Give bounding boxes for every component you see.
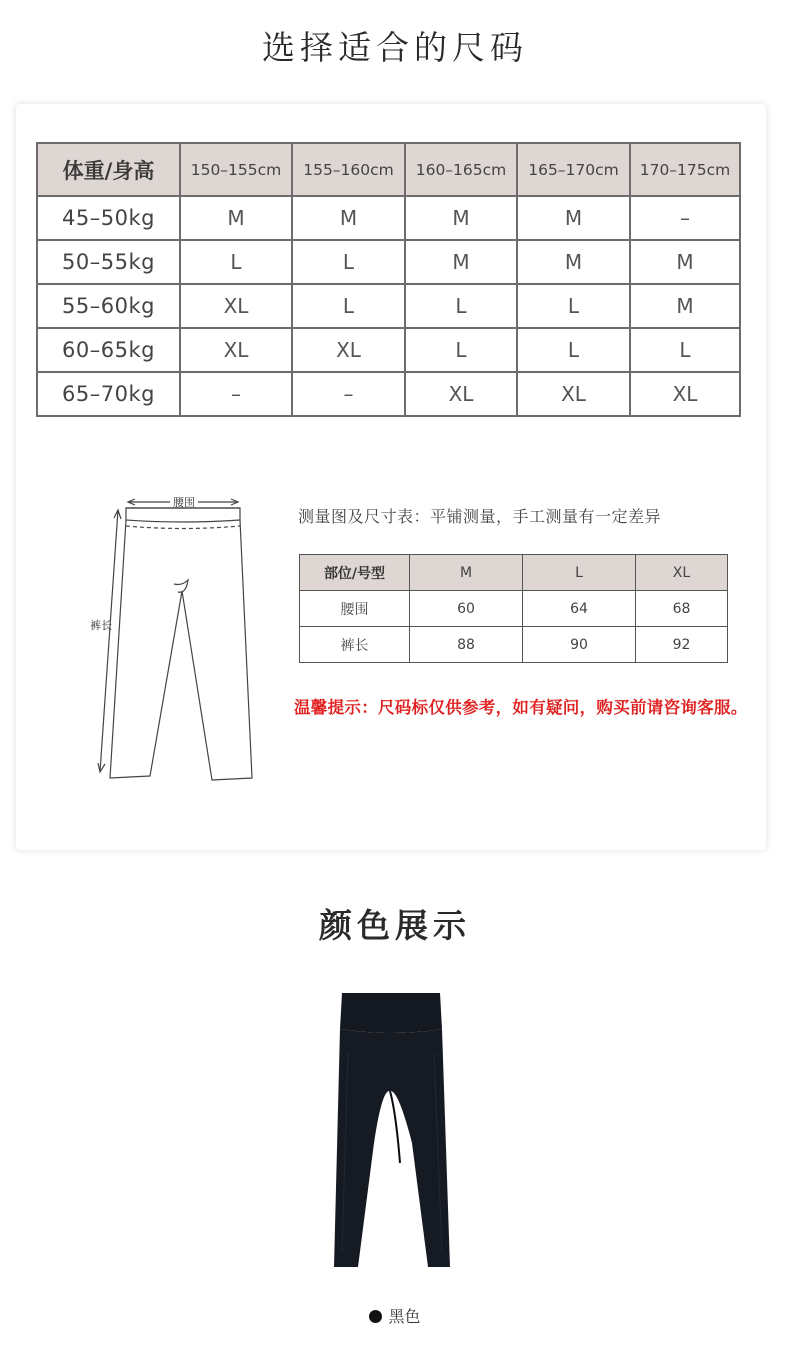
height-header: 155–160cm [292,143,405,196]
table-row [37,372,740,416]
table-row [37,196,740,240]
height-header: 160–165cm [405,143,517,196]
size-cell: M [292,196,405,240]
weight-cell: 65–70kg [37,372,180,416]
waist-label: 腰围 [173,496,195,509]
height-header: 170–175cm [630,143,740,196]
part-header: 部位/号型 [300,555,410,591]
size-cell: L [180,240,292,284]
weight-cell: 45–50kg [37,196,180,240]
measurement-table [299,554,728,663]
size-cell: L [405,328,517,372]
size-cell: L [517,284,630,328]
part-cell: 裤长 [300,627,410,663]
table-header-row [37,143,740,196]
height-header: 150–155cm [180,143,292,196]
size-cell: M [630,240,740,284]
size-cell: L [292,240,405,284]
size-cell: M [517,240,630,284]
size-cell: M [405,240,517,284]
product-leggings-image [330,993,460,1269]
corner-header: 体重/身高 [37,143,180,196]
size-section-title: 选择适合的尺码 [262,28,528,67]
color-section-title: 颜色展示 [319,906,471,945]
table-row [300,591,728,627]
value-cell: 88 [410,627,523,663]
size-cell: XL [292,328,405,372]
table-header-row [300,555,728,591]
black-color-dot-icon [369,1310,382,1323]
size-cell: – [630,196,740,240]
weight-cell: 50–55kg [37,240,180,284]
height-header: 165–170cm [517,143,630,196]
pants-measurement-diagram [90,496,270,786]
color-name: 黑色 [388,1307,421,1326]
size-cell: M [405,196,517,240]
weight-cell: 55–60kg [37,284,180,328]
table-row [37,328,740,372]
size-cell: L [517,328,630,372]
warm-tip-notice: 温馨提示：尺码标仅供参考，如有疑问，购买前请咨询客服。 [294,698,748,717]
table-row [37,284,740,328]
size-cell: XL [180,328,292,372]
table-row [300,627,728,663]
color-option-black[interactable] [0,1304,790,1327]
size-cell: XL [630,372,740,416]
measurement-caption: 测量图及尺寸表：平铺测量，手工测量有一定差异 [298,507,662,526]
size-cell: M [630,284,740,328]
value-cell: 64 [523,591,636,627]
size-header: M [410,555,523,591]
size-cell: XL [517,372,630,416]
table-row [37,240,740,284]
size-cell: – [180,372,292,416]
size-info-card [16,104,766,850]
size-cell: L [405,284,517,328]
size-recommendation-table [36,142,741,417]
size-cell: XL [405,372,517,416]
length-label: 裤长 [90,619,112,632]
weight-cell: 60–65kg [37,328,180,372]
size-cell: – [292,372,405,416]
value-cell: 90 [523,627,636,663]
size-header: XL [636,555,728,591]
size-cell: L [292,284,405,328]
size-cell: M [517,196,630,240]
size-cell: M [180,196,292,240]
value-cell: 68 [636,591,728,627]
size-header: L [523,555,636,591]
part-cell: 腰围 [300,591,410,627]
size-cell: XL [180,284,292,328]
value-cell: 60 [410,591,523,627]
value-cell: 92 [636,627,728,663]
size-cell: L [630,328,740,372]
